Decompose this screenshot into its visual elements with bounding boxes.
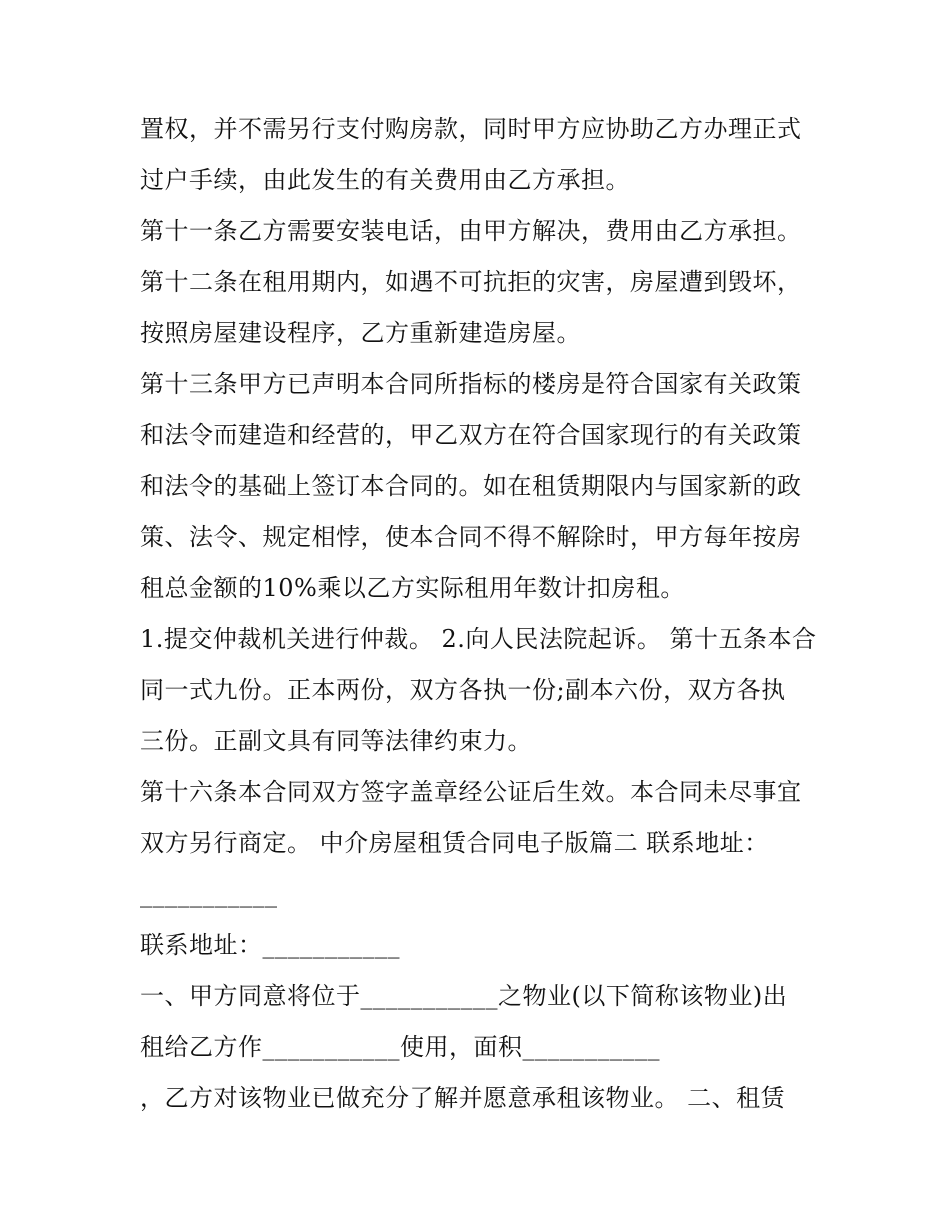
text-line: 第十二条在租用期内，如遇不可抗拒的灾害，房屋遭到毁坏，: [140, 268, 802, 296]
contract-body-text: [140, 104, 830, 1124]
text-line: 联系地址：___________: [140, 931, 400, 959]
blank-underline: ___________: [140, 880, 278, 908]
text-line: 三份。正副文具有同等法律约束力。: [140, 727, 532, 755]
text-line: 同一式九份。正本两份，双方各执一份;副本六份，双方各执: [140, 676, 786, 704]
text-line: 策、法令、规定相悖，使本合同不得不解除时，甲方每年按房: [140, 523, 802, 551]
text-line: 和法令的基础上签订本合同的。如在租赁期限内与国家新的政: [140, 472, 802, 500]
text-line: 过户手续，由此发生的有关费用由乙方承担。: [140, 166, 630, 194]
text-line: 1.提交仲裁机关进行仲裁。 2.向人民法院起诉。 第十五条本合: [140, 625, 817, 653]
text-line: 第十三条甲方已声明本合同所指标的楼房是符合国家有关政策: [140, 370, 802, 398]
text-line: 按照房屋建设程序，乙方重新建造房屋。: [140, 319, 581, 347]
text-line: 双方另行商定。 中介房屋租赁合同电子版篇二 联系地址：: [140, 829, 769, 857]
text-line: 一、甲方同意将位于___________之物业(以下简称该物业)出: [140, 982, 788, 1010]
text-line: ，乙方对该物业已做充分了解并愿意承租该物业。 二、租赁: [140, 1084, 786, 1112]
text-line: 第十一条乙方需要安装电话，由甲方解决，费用由乙方承担。: [140, 217, 802, 245]
text-line: 和法令而建造和经营的，甲乙双方在符合国家现行的有关政策: [140, 421, 802, 449]
text-line: 租给乙方作___________使用，面积___________: [140, 1033, 660, 1061]
text-line: 置权，并不需另行支付购房款，同时甲方应协助乙方办理正式: [140, 115, 802, 143]
text-line: 第十六条本合同双方签字盖章经公证后生效。本合同未尽事宜: [140, 778, 802, 806]
text-line: 租总金额的10%乘以乙方实际租用年数计扣房租。: [140, 574, 685, 602]
